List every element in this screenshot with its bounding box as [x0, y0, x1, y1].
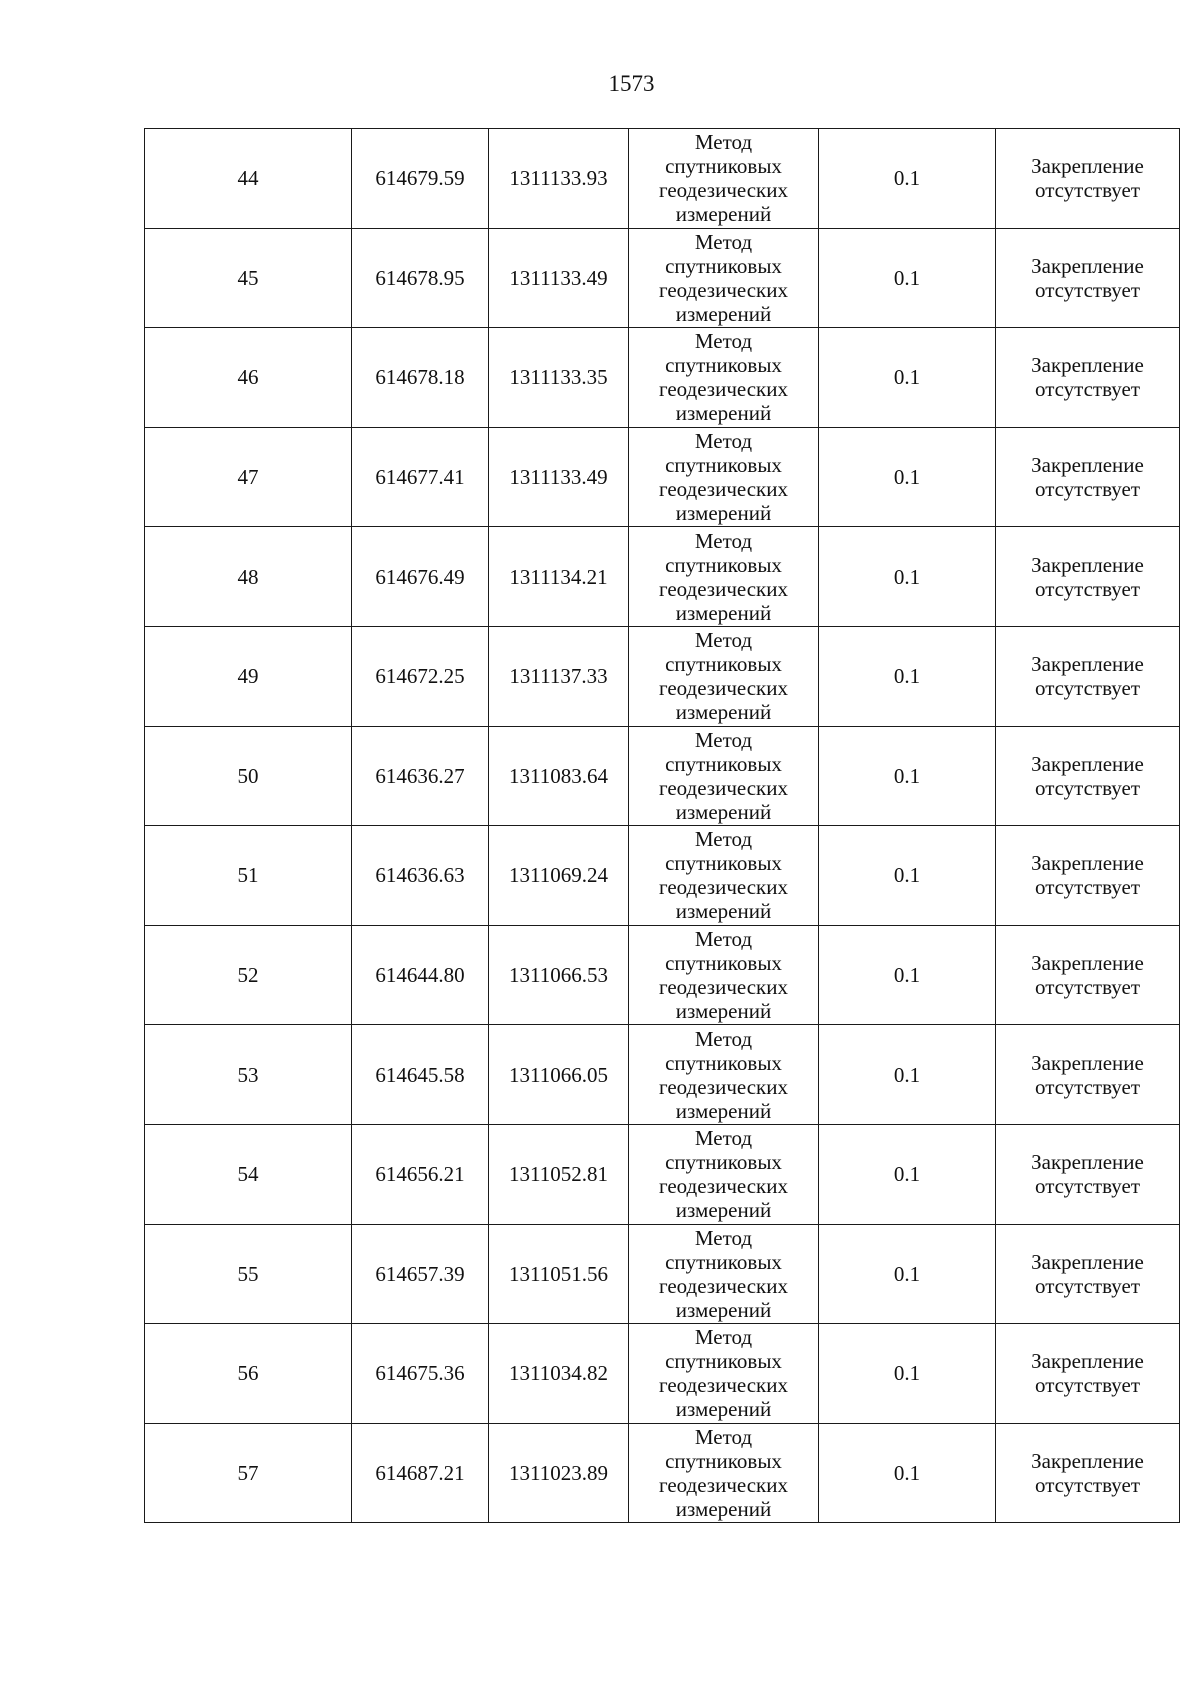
fixing-cell — [996, 826, 1180, 926]
method-cell — [629, 626, 819, 726]
method-line: Метод — [694, 1225, 753, 1250]
fixing-line: Закрепление — [1031, 1349, 1144, 1374]
method-cell — [629, 328, 819, 428]
fixing-cell — [996, 1224, 1180, 1324]
table-row — [145, 328, 1180, 428]
table-row — [145, 626, 1180, 726]
method-line: измерений — [675, 202, 772, 227]
method-cell — [629, 826, 819, 926]
point-number-cell: 57 — [145, 1423, 352, 1523]
x-coordinate-cell: 614645.58 — [352, 1025, 489, 1125]
point-number-cell: 45 — [145, 228, 352, 328]
y-coordinate-cell: 1311133.49 — [489, 228, 629, 328]
accuracy-cell: 0.1 — [819, 1423, 996, 1523]
fixing-line: Закрепление — [1031, 951, 1144, 976]
x-coordinate-cell: 614636.27 — [352, 726, 489, 826]
fixing-line: Закрепление — [1031, 652, 1144, 677]
method-line: измерений — [675, 401, 772, 426]
point-number-cell: 51 — [145, 826, 352, 926]
fixing-line: Закрепление — [1031, 1150, 1144, 1175]
method-line: Метод — [694, 229, 753, 254]
x-coordinate-cell: 614675.36 — [352, 1324, 489, 1424]
x-coordinate-cell: 614644.80 — [352, 925, 489, 1025]
method-line: спутниковых — [665, 453, 782, 478]
method-cell — [629, 228, 819, 328]
fixing-line: отсутствует — [1034, 1273, 1141, 1298]
fixing-line: Закрепление — [1031, 1050, 1144, 1075]
table-row — [145, 1324, 1180, 1424]
method-cell — [629, 1124, 819, 1224]
method-cell — [629, 925, 819, 1025]
fixing-line: Закрепление — [1031, 453, 1144, 478]
fixing-line: Закрепление — [1031, 1449, 1144, 1474]
method-line: спутниковых — [665, 1449, 782, 1474]
fixing-cell — [996, 228, 1180, 328]
x-coordinate-cell: 614678.95 — [352, 228, 489, 328]
method-cell — [629, 527, 819, 627]
method-line: измерений — [675, 799, 772, 824]
method-cell — [629, 1324, 819, 1424]
y-coordinate-cell: 1311134.21 — [489, 527, 629, 627]
x-coordinate-cell: 614657.39 — [352, 1224, 489, 1324]
accuracy-cell: 0.1 — [819, 1324, 996, 1424]
method-line: геодезических — [658, 576, 788, 601]
method-line: геодезических — [658, 676, 788, 701]
accuracy-cell: 0.1 — [819, 1224, 996, 1324]
method-line: спутниковых — [665, 552, 782, 577]
method-line: спутниковых — [665, 253, 782, 278]
accuracy-cell: 0.1 — [819, 328, 996, 428]
method-line: Метод — [694, 329, 753, 354]
method-line: Метод — [694, 130, 753, 155]
method-line: измерений — [675, 600, 772, 625]
fixing-line: Закрепление — [1031, 851, 1144, 876]
method-line: спутниковых — [665, 1249, 782, 1274]
method-line: измерений — [675, 301, 772, 326]
point-number-cell: 46 — [145, 328, 352, 428]
x-coordinate-cell: 614676.49 — [352, 527, 489, 627]
fixing-line: Закрепление — [1031, 751, 1144, 776]
fixing-line: отсутствует — [1034, 576, 1141, 601]
method-line: геодезических — [658, 377, 788, 402]
method-line: геодезических — [658, 875, 788, 900]
method-line: Метод — [694, 927, 753, 952]
method-line: измерений — [675, 1198, 772, 1223]
method-cell — [629, 1025, 819, 1125]
method-line: измерений — [675, 999, 772, 1024]
method-line: спутниковых — [665, 751, 782, 776]
fixing-line: отсутствует — [1034, 477, 1141, 502]
coordinates-table — [144, 128, 1180, 1523]
y-coordinate-cell: 1311051.56 — [489, 1224, 629, 1324]
method-line: Метод — [694, 827, 753, 852]
method-line: Метод — [694, 1425, 753, 1450]
method-line: измерений — [675, 1297, 772, 1322]
accuracy-cell: 0.1 — [819, 1124, 996, 1224]
fixing-line: Закрепление — [1031, 353, 1144, 378]
point-number-cell: 55 — [145, 1224, 352, 1324]
fixing-cell — [996, 626, 1180, 726]
point-number-cell: 54 — [145, 1124, 352, 1224]
fixing-line: отсутствует — [1034, 775, 1141, 800]
table-row — [145, 129, 1180, 229]
method-line: Метод — [694, 1126, 753, 1151]
fixing-cell — [996, 1025, 1180, 1125]
point-number-cell: 47 — [145, 427, 352, 527]
method-line: спутниковых — [665, 951, 782, 976]
y-coordinate-cell: 1311034.82 — [489, 1324, 629, 1424]
method-line: Метод — [694, 1026, 753, 1051]
method-line: геодезических — [658, 775, 788, 800]
accuracy-cell: 0.1 — [819, 626, 996, 726]
y-coordinate-cell: 1311083.64 — [489, 726, 629, 826]
point-number-cell: 53 — [145, 1025, 352, 1125]
point-number-cell: 50 — [145, 726, 352, 826]
table-row — [145, 1423, 1180, 1523]
method-line: измерений — [675, 1497, 772, 1522]
table-row — [145, 228, 1180, 328]
fixing-cell — [996, 925, 1180, 1025]
fixing-line: отсутствует — [1034, 377, 1141, 402]
method-line: Метод — [694, 727, 753, 752]
method-line: спутниковых — [665, 1349, 782, 1374]
fixing-line: отсутствует — [1034, 1473, 1141, 1498]
method-line: измерений — [675, 899, 772, 924]
point-number-cell: 56 — [145, 1324, 352, 1424]
table-row — [145, 925, 1180, 1025]
method-line: геодезических — [658, 1273, 788, 1298]
accuracy-cell: 0.1 — [819, 726, 996, 826]
point-number-cell: 48 — [145, 527, 352, 627]
method-cell — [629, 129, 819, 229]
method-line: Метод — [694, 628, 753, 653]
method-line: спутниковых — [665, 353, 782, 378]
x-coordinate-cell: 614656.21 — [352, 1124, 489, 1224]
fixing-line: отсутствует — [1034, 676, 1141, 701]
method-line: геодезических — [658, 1373, 788, 1398]
accuracy-cell: 0.1 — [819, 826, 996, 926]
method-line: измерений — [675, 1397, 772, 1422]
fixing-cell — [996, 1324, 1180, 1424]
x-coordinate-cell: 614687.21 — [352, 1423, 489, 1523]
table-row — [145, 527, 1180, 627]
accuracy-cell: 0.1 — [819, 925, 996, 1025]
fixing-cell — [996, 1124, 1180, 1224]
method-line: геодезических — [658, 1174, 788, 1199]
method-line: геодезических — [658, 1074, 788, 1099]
point-number-cell: 52 — [145, 925, 352, 1025]
fixing-line: отсутствует — [1034, 875, 1141, 900]
fixing-cell — [996, 726, 1180, 826]
method-line: спутниковых — [665, 154, 782, 179]
method-line: измерений — [675, 1098, 772, 1123]
fixing-line: Закрепление — [1031, 253, 1144, 278]
fixing-line: отсутствует — [1034, 1074, 1141, 1099]
accuracy-cell: 0.1 — [819, 228, 996, 328]
table-row — [145, 1224, 1180, 1324]
fixing-line: Закрепление — [1031, 552, 1144, 577]
method-cell — [629, 1423, 819, 1523]
page-number: 1573 — [608, 71, 655, 96]
method-line: измерений — [675, 501, 772, 526]
y-coordinate-cell: 1311052.81 — [489, 1124, 629, 1224]
x-coordinate-cell: 614679.59 — [352, 129, 489, 229]
fixing-line: отсутствует — [1034, 277, 1141, 302]
method-line: Метод — [694, 429, 753, 454]
method-cell — [629, 726, 819, 826]
y-coordinate-cell: 1311137.33 — [489, 626, 629, 726]
method-cell — [629, 1224, 819, 1324]
table-row — [145, 1025, 1180, 1125]
fixing-line: отсутствует — [1034, 178, 1141, 203]
method-cell — [629, 427, 819, 527]
method-line: измерений — [675, 700, 772, 725]
method-line: спутниковых — [665, 1150, 782, 1175]
point-number-cell: 44 — [145, 129, 352, 229]
table-row — [145, 1124, 1180, 1224]
method-line: Метод — [694, 1325, 753, 1350]
y-coordinate-cell: 1311066.05 — [489, 1025, 629, 1125]
y-coordinate-cell: 1311133.93 — [489, 129, 629, 229]
method-line: спутниковых — [665, 1050, 782, 1075]
table-row — [145, 427, 1180, 527]
method-line: геодезических — [658, 178, 788, 203]
y-coordinate-cell: 1311066.53 — [489, 925, 629, 1025]
accuracy-cell: 0.1 — [819, 427, 996, 527]
fixing-cell — [996, 1423, 1180, 1523]
method-line: геодезических — [658, 477, 788, 502]
method-line: спутниковых — [665, 652, 782, 677]
fixing-cell — [996, 427, 1180, 527]
fixing-cell — [996, 328, 1180, 428]
method-line: геодезических — [658, 1473, 788, 1498]
fixing-line: Закрепление — [1031, 154, 1144, 179]
method-line: геодезических — [658, 277, 788, 302]
x-coordinate-cell: 614677.41 — [352, 427, 489, 527]
table-row — [145, 826, 1180, 926]
method-line: геодезических — [658, 975, 788, 1000]
fixing-line: отсутствует — [1034, 975, 1141, 1000]
point-number-cell: 49 — [145, 626, 352, 726]
accuracy-cell: 0.1 — [819, 129, 996, 229]
coordinates-table-body — [145, 129, 1180, 1523]
fixing-line: отсутствует — [1034, 1373, 1141, 1398]
method-line: Метод — [694, 528, 753, 553]
fixing-cell — [996, 527, 1180, 627]
y-coordinate-cell: 1311133.35 — [489, 328, 629, 428]
y-coordinate-cell: 1311023.89 — [489, 1423, 629, 1523]
x-coordinate-cell: 614672.25 — [352, 626, 489, 726]
table-row — [145, 726, 1180, 826]
accuracy-cell: 0.1 — [819, 1025, 996, 1125]
y-coordinate-cell: 1311133.49 — [489, 427, 629, 527]
x-coordinate-cell: 614636.63 — [352, 826, 489, 926]
fixing-line: отсутствует — [1034, 1174, 1141, 1199]
fixing-line: Закрепление — [1031, 1249, 1144, 1274]
accuracy-cell: 0.1 — [819, 527, 996, 627]
method-line: спутниковых — [665, 851, 782, 876]
y-coordinate-cell: 1311069.24 — [489, 826, 629, 926]
x-coordinate-cell: 614678.18 — [352, 328, 489, 428]
fixing-cell — [996, 129, 1180, 229]
